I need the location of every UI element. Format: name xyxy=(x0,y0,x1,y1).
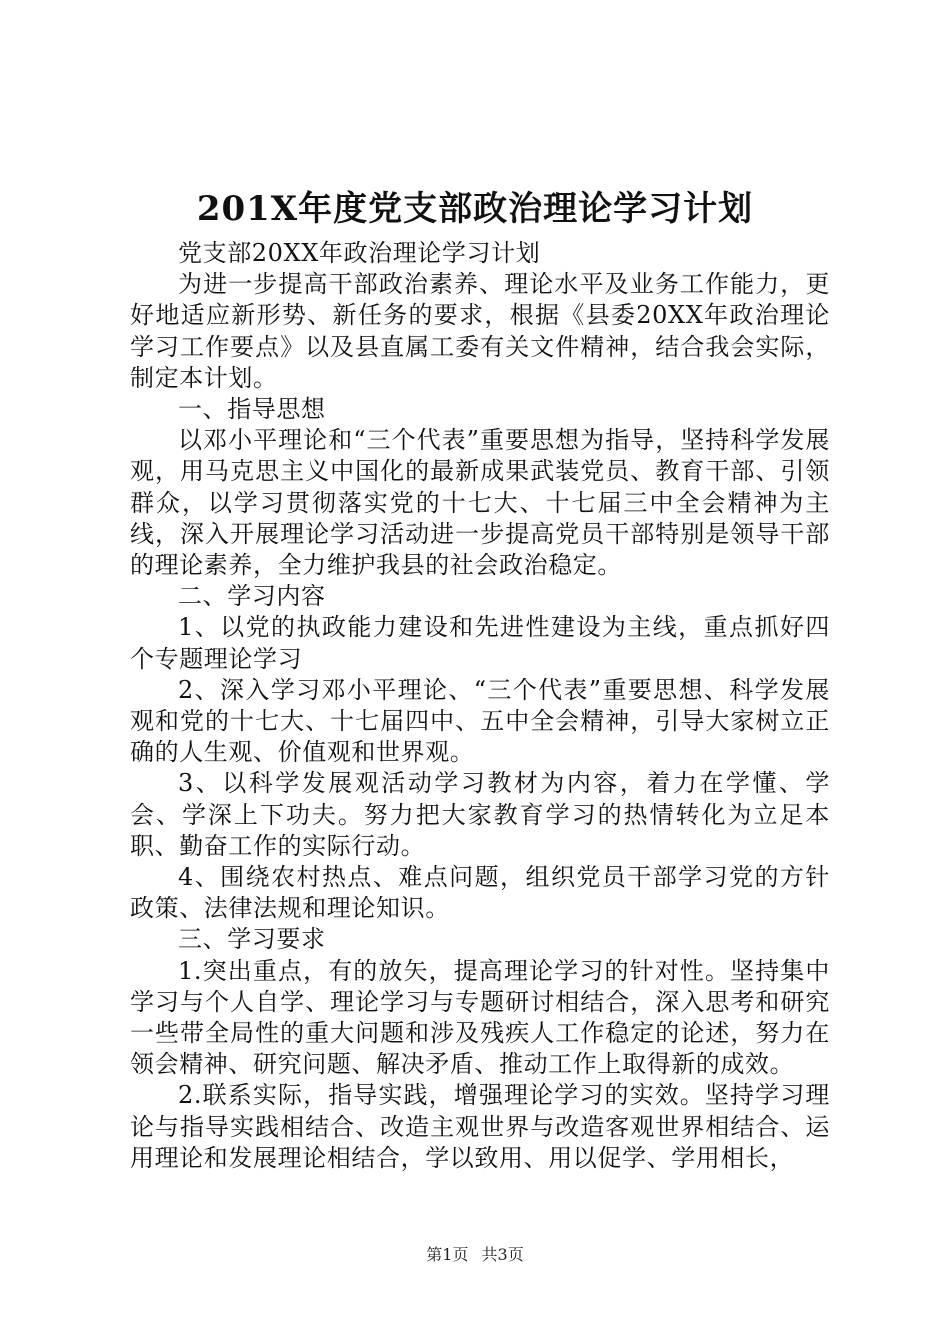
page-number-total: 共3页 xyxy=(481,1245,524,1264)
page-number-current: 第1页 xyxy=(426,1245,469,1264)
paragraph-subtitle: 党支部20XX年政治理论学习计划 xyxy=(178,239,541,267)
document-title: 201X年度党支部政治理论学习计划 xyxy=(196,189,754,229)
document-body xyxy=(130,238,830,1174)
section-heading-guiding-ideology: 一、指导思想 xyxy=(178,395,326,424)
paragraph-requirement-2: 2.联系实际，指导实践，增强理论学习的实效。坚持学习理论与指导实践相结合、改造主观世界与改造客观世界相结合、运用理论和发展理论相结合，学以致用、用以促学、学用相长， xyxy=(130,1081,830,1172)
section-heading-study-content: 二、学习内容 xyxy=(178,582,326,611)
paragraph-content-item-4: 4、围绕农村热点、难点问题，组织党员干部学习党的方针政策、法律法规和理论知识。 xyxy=(130,863,830,923)
page-footer xyxy=(0,1244,950,1266)
paragraph-content-item-1: 1、以党的执政能力建设和先进性建设为主线，重点抓好四个专题理论学习 xyxy=(130,613,830,673)
paragraph-content-item-3: 3、以科学发展观活动学习教材为内容，着力在学懂、学会、学深上下功夫。努力把大家教育学习的热情转化为立足本职、勤奋工作的实际行动。 xyxy=(130,769,830,860)
paragraph-intro: 为进一步提高干部政治素养、理论水平及业务工作能力，更好地适应新形势、新任务的要求，根据《县委20XX年政治理论学习工作要点》以及县直属工委有关文件精神，结合我会实际，制定本计划。 xyxy=(130,270,830,392)
paragraph-content-item-2: 2、深入学习邓小平理论、“三个代表”重要思想、科学发展观和党的十七大、十七届四中、五中全会精神，引导大家树立正确的人生观、价值观和世界观。 xyxy=(130,675,830,767)
paragraph-requirement-1: 1.突出重点，有的放矢，提高理论学习的针对性。坚持集中学习与个人自学、理论学习与专题研讨相结合，深入思考和研究一些带全局性的重大问题和涉及残疾人工作稳定的论述，努力在领会精神、研究问题、解决矛盾、推动工作上取得新的成效。 xyxy=(130,956,830,1079)
paragraph-guiding-ideology: 以邓小平理论和“三个代表”重要思想为指导，坚持科学发展观，用马克思主义中国化的最新成果武装党员、教育干部、引领群众，以学习贯彻落实党的十七大、十七届三中全会精神为主线，深入开展理论学习活动进一步提高党员干部特别是领导干部的理论素养，全力维护我县的社会政治稳定。 xyxy=(130,426,830,580)
section-heading-study-requirements: 三、学习要求 xyxy=(178,925,326,954)
